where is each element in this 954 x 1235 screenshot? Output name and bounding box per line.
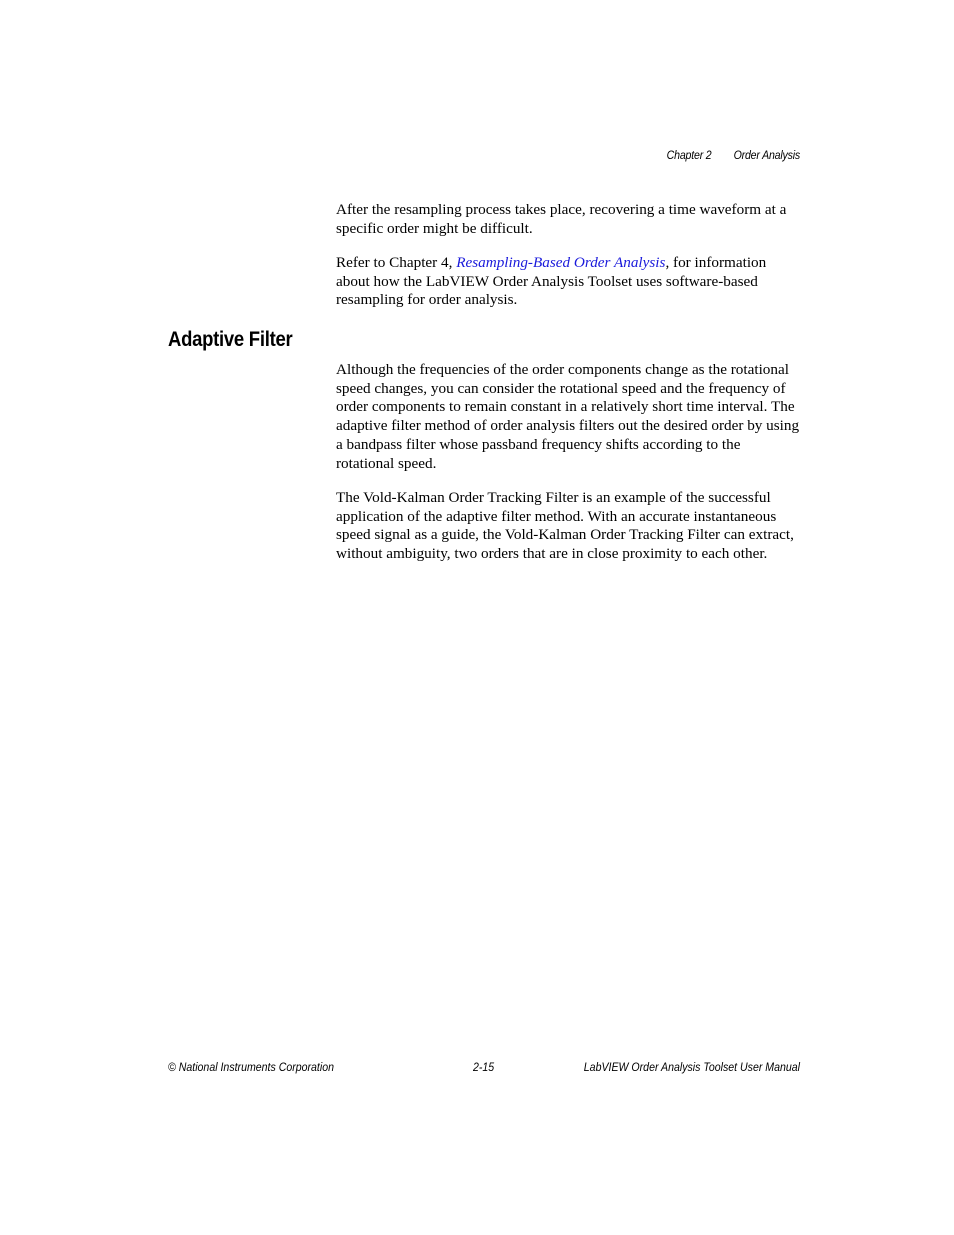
paragraph-adaptive-filter-description: Although the frequencies of the order components change as the rotational speed changes, you can consider the rotational speed and the frequency of order components to remain constant in a relatively short time interval. The adaptive filter method of order analysis filters out the desired order by using a bandpass filter whose passband frequency shifts according to the rotational speed. xyxy=(336,361,800,472)
paragraph-refer-chapter xyxy=(336,254,802,310)
header-section: Order Analysis xyxy=(733,150,800,162)
running-header xyxy=(579,150,800,162)
footer-copyright: © National Instruments Corporation xyxy=(168,1062,334,1074)
footer-page-number: 2-15 xyxy=(473,1062,495,1074)
section-heading-adaptive-filter: Adaptive Filter xyxy=(168,328,293,351)
chapter-cross-reference-link[interactable]: Resampling-Based Order Analysis xyxy=(456,254,666,271)
header-chapter: Chapter 2 xyxy=(666,150,712,162)
page-footer xyxy=(168,1062,800,1078)
refer-text-post: , for information about how the LabVIEW Order Analysis Toolset uses software-based resampling for order analysis. xyxy=(336,254,767,309)
paragraph-resampling-recovery: After the resampling process takes place, recovering a time waveform at a specific order might be difficult. xyxy=(336,201,787,237)
paragraph-vold-kalman: The Vold-Kalman Order Tracking Filter is an example of the successful application of the adaptive filter method. With an accurate instantaneous speed signal as a guide, the Vold-Kalman Order Tracking Filter can extract, without ambiguity, two orders that are in close proximity to each other. xyxy=(336,489,794,563)
refer-text-pre: Refer to Chapter 4, xyxy=(336,254,457,271)
footer-manual-title: LabVIEW Order Analysis Toolset User Manual xyxy=(583,1062,800,1074)
